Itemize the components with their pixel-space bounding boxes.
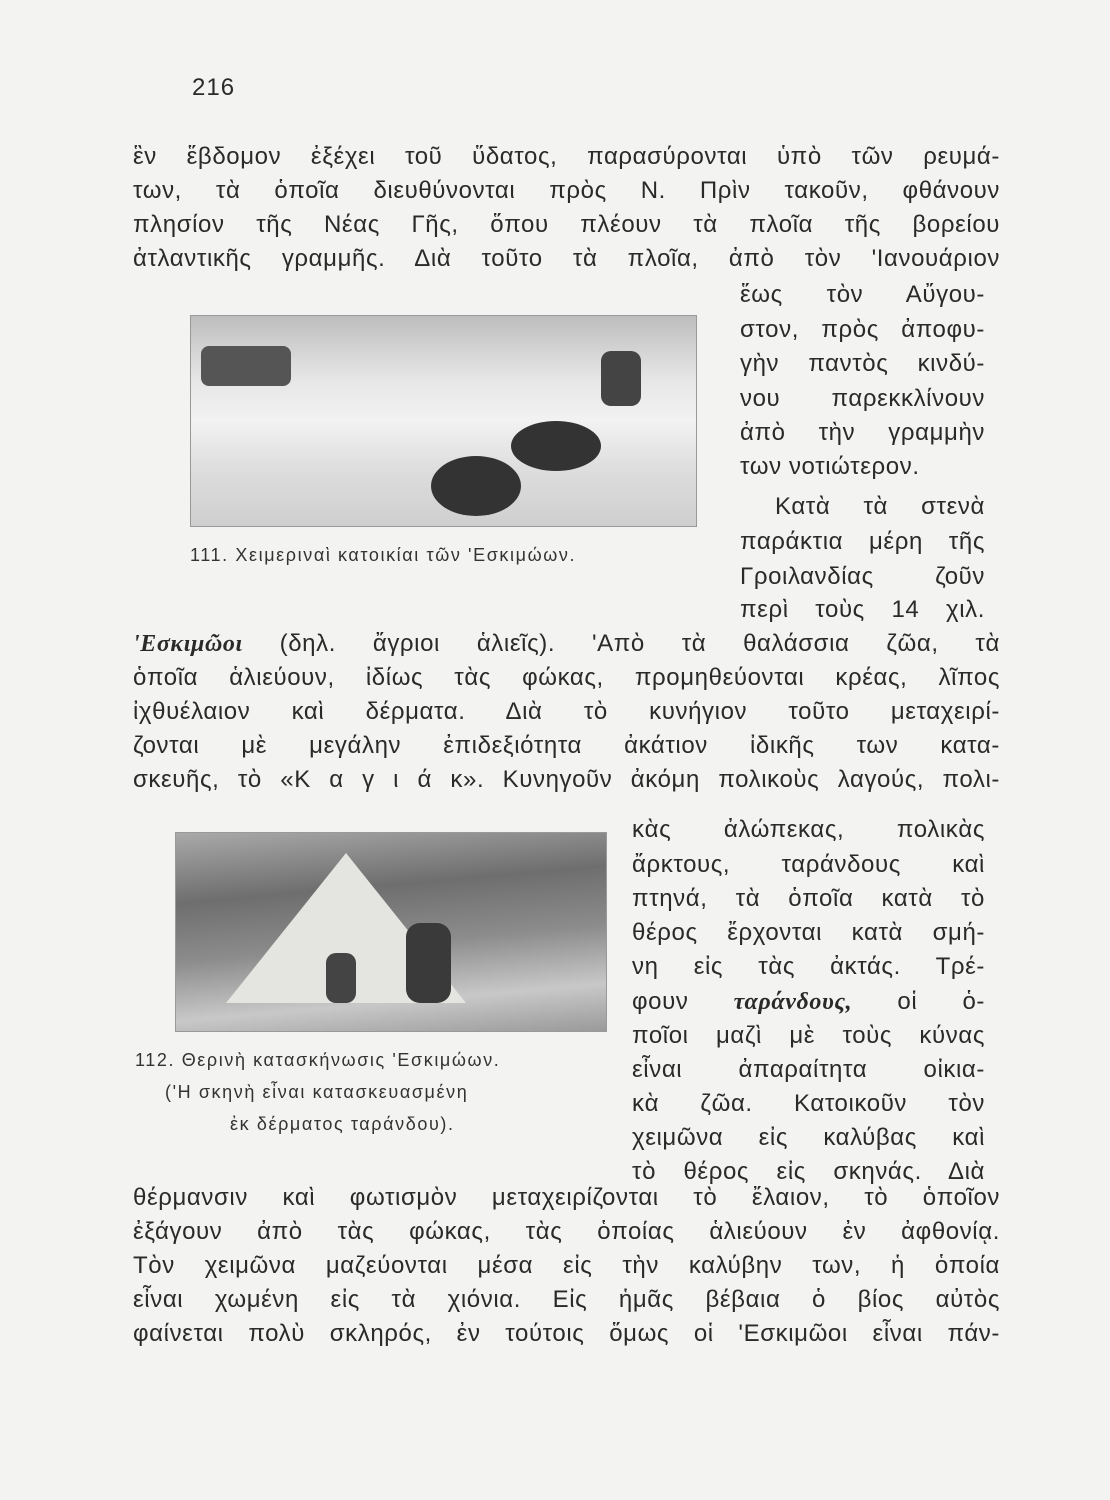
text-line: παράκτια μέρη τῆς	[740, 528, 985, 555]
text-line: των, τὰ ὁποῖα διευθύνονται πρὸς Ν. Πρὶν τακοῦν, φθάνουν	[133, 177, 1000, 204]
text-line: νου παρεκκλίνουν	[740, 385, 985, 412]
text-line: περὶ τοὺς 14 χιλ.	[740, 596, 985, 623]
figure-caption-line: 112. Θερινὴ κατασκήνωσις 'Εσκιμώων.	[135, 1050, 501, 1070]
text-line: ἕως τὸν Αὔγου-	[740, 281, 985, 308]
figure-caption-line: ('Η σκηνὴ εἶναι κατασκευασμένη	[165, 1082, 469, 1102]
dog-shape	[431, 456, 521, 516]
page-number: 216	[192, 74, 236, 101]
figure-caption-line: ἐκ δέρματος ταράνδου).	[230, 1114, 455, 1134]
text-line: σκευῆς, τὸ «Κ α γ ι ά κ». Κυνηγοῦν ἀκόμη πολικοὺς λαγούς, πολι-	[133, 766, 1000, 793]
text-line: εἶναι ἀπαραίτητα οἰκια-	[632, 1056, 985, 1083]
text-line: ὁποῖα ἁλιεύουν, ἰδίως τὰς φώκας, προμηθεύονται κρέας, λῖπος	[133, 664, 1000, 691]
text-line: ζονται μὲ μεγάλην ἐπιδεξιότητα ἀκάτιον ἰδικῆς των κατα-	[133, 732, 1000, 759]
text-line: ἄρκτους, ταράνδους καὶ	[632, 851, 985, 878]
igloo-shape	[201, 346, 291, 386]
text-line: ἓν ἕβδομον ἐξέχει τοῦ ὕδατος, παρασύρονται ὑπὸ τῶν ρευμά-	[133, 143, 1000, 170]
text-line: στον, πρὸς ἀποφυ-	[740, 316, 985, 343]
photo-winter-eskimo-dwellings	[190, 315, 697, 527]
text-line: θέρος ἔρχονται κατὰ σμή-	[632, 919, 985, 946]
term-eskimos: 'Εσκιμῶοι	[133, 631, 243, 657]
text-line: κὰ ζῶα. Κατοικοῦν τὸν	[632, 1090, 985, 1117]
text-span: φουν	[632, 988, 734, 1015]
text-line: νη εἰς τὰς ἀκτάς. Τρέ-	[632, 953, 985, 980]
text-line: πλησίον τῆς Νέας Γῆς, ὅπου πλέουν τὰ πλοῖα τῆς βορείου	[133, 211, 1000, 238]
photo-summer-eskimo-camp	[175, 832, 607, 1032]
text-line: κὰς ἀλώπεκας, πολικὰς	[632, 816, 985, 843]
figure-shape	[406, 923, 451, 1003]
text-line: ἀπὸ τὴν γραμμὴν	[740, 419, 985, 446]
text-line	[632, 987, 985, 1017]
text-line: ἐξάγουν ἀπὸ τὰς φώκας, τὰς ὁποίας ἁλιεύουν ἐν ἀφθονίᾳ.	[133, 1218, 1000, 1245]
text-line: ἰχθυέλαιον καὶ δέρματα. Διὰ τὸ κυνήγιον τοῦτο μεταχειρί-	[133, 698, 1000, 725]
text-line: ποῖοι μαζὶ μὲ τοὺς κύνας	[632, 1022, 985, 1049]
text-line: εἶναι χωμένη εἰς τὰ χιόνια. Εἰς ἡμᾶς βέβαια ὁ βίος αὐτὸς	[133, 1286, 1000, 1313]
text-line: πτηνά, τὰ ὁποῖα κατὰ τὸ	[632, 885, 985, 912]
text-line: χειμῶνα εἰς καλύβας καὶ	[632, 1124, 985, 1151]
dog-shape	[511, 421, 601, 471]
term-reindeer: ταράνδους,	[733, 989, 853, 1015]
figure-caption: 111. Χειμεριναὶ κατοικίαι τῶν 'Εσκιμώων.	[190, 545, 577, 565]
text-line	[133, 629, 1000, 659]
text-line: Τὸν χειμῶνα μαζεύονται μέσα εἰς τὴν καλύβην των, ἡ ὁποία	[133, 1252, 1000, 1279]
text-line: γὴν παντὸς κινδύ-	[740, 350, 985, 377]
text-line: θέρμανσιν καὶ φωτισμὸν μεταχειρίζονται τὸ ἔλαιον, τὸ ὁποῖον	[133, 1184, 1000, 1211]
text-line: Κατὰ τὰ στενὰ	[775, 493, 985, 520]
text-line: Γροιλανδίας ζοῦν	[740, 563, 985, 590]
text-line: τὸ θέρος εἰς σκηνάς. Διὰ	[632, 1158, 985, 1185]
figure-shape	[326, 953, 356, 1003]
text-line: φαίνεται πολὺ σκληρός, ἐν τούτοις ὅμως οἱ 'Εσκιμῶοι εἶναι πάν-	[133, 1320, 1000, 1347]
text-span: (δηλ. ἄγριοι ἁλιεῖς). 'Απὸ τὰ θαλάσσια ζῶα, τὰ	[242, 630, 1000, 657]
text-line: ἀτλαντικῆς γραμμῆς. Διὰ τοῦτο τὰ πλοῖα, ἀπὸ τὸν 'Ιανουάριον	[133, 245, 1000, 272]
text-line: των νοτιώτερον.	[740, 453, 920, 480]
text-span: οἱ ὁ-	[852, 988, 985, 1015]
figure-shape	[601, 351, 641, 406]
